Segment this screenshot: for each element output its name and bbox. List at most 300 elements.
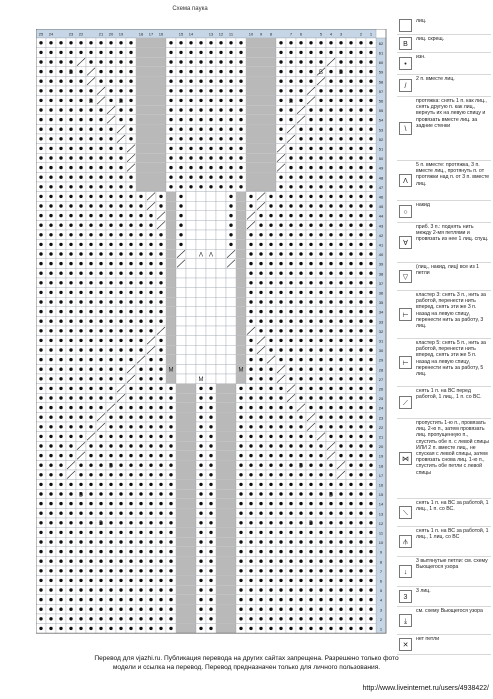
chart-cell [206, 345, 216, 355]
purl-dot [319, 339, 322, 342]
purl-dot [309, 348, 312, 351]
purl-dot [369, 627, 372, 630]
chart-cell-gray [146, 38, 156, 48]
purl-dot [289, 560, 292, 563]
purl-dot [259, 310, 262, 313]
purl-dot [139, 588, 142, 591]
purl-dot [369, 128, 372, 131]
row-number: 45 [378, 204, 384, 210]
legend-text: (лиц., накид, лиц) все из 1 петли [416, 264, 480, 277]
purl-dot [229, 41, 232, 44]
chart-cell-gray [166, 345, 176, 355]
purl-dot [119, 329, 122, 332]
purl-dot [39, 300, 42, 303]
purl-dot [79, 464, 82, 467]
chart-cell [176, 316, 186, 326]
purl-dot [319, 185, 322, 188]
purl-dot [99, 224, 102, 227]
purl-dot [279, 531, 282, 534]
legend-text: пропустить 1-ю п., провязать лиц. 2-ю п., затем провязать лиц. пропущенную п., спустить обе п. с левой спицы ИЛИ 2 п. вместе лиц., не спуская с левой спицы, затем провязать снова лиц. 1-ю п., спустить обе петли с левой спицы [416, 420, 490, 476]
chart-cell-gray [266, 134, 276, 144]
legend-item [397, 634, 491, 654]
purl-dot [89, 166, 92, 169]
purl-dot [319, 598, 322, 601]
chart-cell [186, 288, 196, 298]
chart-cell-gray [246, 134, 256, 144]
purl-dot [359, 214, 362, 217]
purl-dot [39, 156, 42, 159]
chart-cell-gray [176, 393, 186, 403]
purl-dot [59, 176, 62, 179]
purl-dot [69, 627, 72, 630]
chart-cell-gray [226, 422, 236, 432]
purl-dot [279, 118, 282, 121]
purl-dot [99, 512, 102, 515]
purl-dot [159, 387, 162, 390]
chart-cell-gray [176, 441, 186, 451]
purl-dot [239, 147, 242, 150]
purl-dot [259, 492, 262, 495]
purl-dot [39, 60, 42, 63]
legend-item [397, 290, 491, 338]
chart-cell-gray [146, 76, 156, 86]
purl-dot [319, 329, 322, 332]
purl-dot [39, 204, 42, 207]
chart-cell-gray [156, 124, 166, 134]
chart-cell-gray [216, 403, 226, 413]
purl-dot [99, 560, 102, 563]
purl-dot [249, 252, 252, 255]
purl-dot [49, 377, 52, 380]
purl-dot [139, 224, 142, 227]
chart-cell-gray [256, 76, 266, 86]
purl-dot [329, 416, 332, 419]
legend-text: лиц. скрещ. [416, 36, 445, 42]
purl-dot [149, 396, 152, 399]
purl-dot [149, 540, 152, 543]
purl-dot [329, 396, 332, 399]
purl-dot [249, 320, 252, 323]
purl-dot [179, 128, 182, 131]
purl-dot [309, 617, 312, 620]
purl-dot [219, 108, 222, 111]
purl-dot [79, 358, 82, 361]
purl-dot [279, 502, 282, 505]
purl-dot [319, 377, 322, 380]
purl-dot [69, 569, 72, 572]
chart-cell [186, 268, 196, 278]
purl-dot [369, 118, 372, 121]
purl-dot [159, 540, 162, 543]
purl-dot [349, 502, 352, 505]
purl-dot [169, 569, 172, 572]
purl-dot [349, 156, 352, 159]
purl-dot [89, 252, 92, 255]
row-number: 3 [379, 607, 383, 613]
purl-dot [169, 108, 172, 111]
purl-dot [349, 464, 352, 467]
purl-dot [309, 108, 312, 111]
purl-dot [119, 156, 122, 159]
chart-cell-gray [216, 614, 226, 624]
purl-dot [349, 368, 352, 371]
purl-dot [299, 233, 302, 236]
purl-dot [359, 387, 362, 390]
chart-cell-gray [226, 576, 236, 586]
chart-cell-gray [136, 172, 146, 182]
purl-dot [149, 454, 152, 457]
purl-dot [129, 128, 132, 131]
purl-dot [189, 41, 192, 44]
purl-dot [339, 454, 342, 457]
purl-dot [59, 272, 62, 275]
purl-dot [359, 588, 362, 591]
purl-dot [359, 195, 362, 198]
purl-dot [269, 329, 272, 332]
chart-cell-gray [186, 537, 196, 547]
purl-dot [59, 300, 62, 303]
purl-dot [309, 339, 312, 342]
purl-dot [139, 281, 142, 284]
purl-dot [339, 99, 342, 102]
purl-dot [359, 224, 362, 227]
purl-dot [249, 569, 252, 572]
purl-dot [269, 560, 272, 563]
purl-dot [49, 512, 52, 515]
purl-dot [179, 70, 182, 73]
purl-dot [69, 233, 72, 236]
chart-cell-gray [266, 153, 276, 163]
column-number: 9 [259, 31, 263, 37]
purl-dot [269, 204, 272, 207]
purl-dot [269, 473, 272, 476]
purl-dot [229, 128, 232, 131]
purl-dot [349, 377, 352, 380]
purl-dot [79, 368, 82, 371]
purl-dot [289, 272, 292, 275]
purl-dot [189, 80, 192, 83]
purl-dot [129, 60, 132, 63]
purl-dot [149, 483, 152, 486]
purl-dot [59, 406, 62, 409]
purl-dot [319, 569, 322, 572]
purl-dot [259, 291, 262, 294]
purl-dot [359, 502, 362, 505]
purl-dot [219, 89, 222, 92]
purl-dot [219, 118, 222, 121]
purl-dot [79, 156, 82, 159]
purl-dot [339, 444, 342, 447]
purl-dot [209, 502, 212, 505]
purl-dot [299, 195, 302, 198]
purl-dot [99, 540, 102, 543]
purl-dot [99, 339, 102, 342]
purl-dot [329, 51, 332, 54]
purl-dot [299, 99, 302, 102]
purl-dot [109, 320, 112, 323]
purl-dot [349, 396, 352, 399]
chart-cell [196, 220, 206, 230]
purl-dot [319, 512, 322, 515]
row-number: 35 [378, 300, 384, 306]
purl-dot [279, 416, 282, 419]
purl-dot [369, 492, 372, 495]
purl-dot [349, 291, 352, 294]
row-number: 31 [378, 338, 384, 344]
purl-dot [109, 358, 112, 361]
chart-cell-gray [176, 595, 186, 605]
purl-dot [329, 166, 332, 169]
chart-cell-gray [226, 384, 236, 394]
purl-dot [279, 108, 282, 111]
purl-dot [99, 185, 102, 188]
row-number: 48 [378, 175, 384, 181]
row-number: 28 [378, 367, 384, 373]
legend-item [397, 200, 491, 222]
purl-dot [329, 512, 332, 515]
legend-text: снять 1 п. на ВС перед работой, 1 лиц., 1 п. со ВС. [416, 388, 482, 401]
purl-dot [89, 608, 92, 611]
source-url: http://www.liveinternet.ru/users/4938422/ [362, 685, 489, 692]
purl-dot [109, 588, 112, 591]
purl-dot [139, 483, 142, 486]
chart-cell-gray [256, 144, 266, 154]
purl-dot [319, 243, 322, 246]
row-number: 25 [378, 396, 384, 402]
purl-dot [319, 588, 322, 591]
chart-cell-gray [186, 384, 196, 394]
chart-cell-gray [216, 585, 226, 595]
chart-cell-gray [226, 412, 236, 422]
legend-symbol-icon: ○ [399, 205, 412, 218]
purl-dot [209, 156, 212, 159]
purl-dot [349, 320, 352, 323]
purl-dot [59, 329, 62, 332]
chart-cell-gray [216, 384, 226, 394]
purl-dot [109, 281, 112, 284]
purl-dot [279, 329, 282, 332]
purl-dot [339, 358, 342, 361]
purl-dot [69, 521, 72, 524]
purl-dot [119, 108, 122, 111]
purl-dot [349, 435, 352, 438]
purl-dot [109, 377, 112, 380]
purl-dot [309, 569, 312, 572]
purl-dot [39, 137, 42, 140]
purl-dot [289, 483, 292, 486]
purl-dot [329, 550, 332, 553]
purl-dot [329, 387, 332, 390]
row-number: 39 [378, 261, 384, 267]
purl-dot [359, 608, 362, 611]
purl-dot [329, 502, 332, 505]
purl-dot [259, 416, 262, 419]
purl-dot [169, 560, 172, 563]
row-number: 38 [378, 271, 384, 277]
chart-cell-gray [186, 595, 196, 605]
purl-dot [279, 310, 282, 313]
purl-dot [269, 224, 272, 227]
row-number: 36 [378, 290, 384, 296]
purl-dot [289, 224, 292, 227]
purl-dot [319, 233, 322, 236]
purl-dot [49, 598, 52, 601]
purl-dot [259, 483, 262, 486]
purl-dot [59, 60, 62, 63]
purl-dot [299, 147, 302, 150]
purl-dot [309, 41, 312, 44]
purl-dot [79, 147, 82, 150]
purl-dot [349, 579, 352, 582]
purl-dot [349, 166, 352, 169]
legend-text: 5 п. вместе: протяжка, 3 п. вместе лиц., протянуть п. от протяжки над п. от 3 п. вместе лиц. [416, 162, 490, 187]
chart-cell [206, 316, 216, 326]
chart-cell-gray [236, 355, 246, 365]
purl-dot [359, 262, 362, 265]
purl-dot [109, 214, 112, 217]
purl-dot [139, 550, 142, 553]
chart-cell-gray [226, 585, 236, 595]
purl-dot [329, 598, 332, 601]
row-number: 42 [378, 232, 384, 238]
purl-dot [289, 464, 292, 467]
chart-cell-gray [256, 163, 266, 173]
purl-dot [199, 80, 202, 83]
chart-cell-gray [216, 393, 226, 403]
purl-dot [189, 108, 192, 111]
purl-dot [69, 348, 72, 351]
purl-dot [69, 320, 72, 323]
purl-dot [59, 358, 62, 361]
purl-dot [49, 80, 52, 83]
purl-dot [119, 262, 122, 265]
purl-dot [119, 195, 122, 198]
purl-dot [339, 339, 342, 342]
legend-item [397, 556, 491, 586]
chart-cell [196, 268, 206, 278]
purl-dot [269, 435, 272, 438]
purl-dot [99, 233, 102, 236]
purl-dot [159, 617, 162, 620]
purl-dot [259, 540, 262, 543]
purl-dot [39, 416, 42, 419]
purl-dot [229, 176, 232, 179]
purl-dot [209, 137, 212, 140]
purl-dot [69, 531, 72, 534]
purl-dot [189, 128, 192, 131]
purl-dot [309, 396, 312, 399]
legend-panel [397, 16, 491, 649]
purl-dot [129, 108, 132, 111]
purl-dot [99, 550, 102, 553]
purl-dot [109, 416, 112, 419]
purl-dot [319, 41, 322, 44]
purl-dot [369, 540, 372, 543]
chart-cell-gray [256, 172, 266, 182]
purl-dot [139, 262, 142, 265]
purl-dot [209, 492, 212, 495]
purl-dot [269, 195, 272, 198]
row-number: 34 [378, 309, 384, 315]
purl-dot [99, 464, 102, 467]
purl-dot [139, 214, 142, 217]
purl-dot [149, 224, 152, 227]
purl-dot [139, 272, 142, 275]
chart-cell-gray [266, 67, 276, 77]
purl-dot [329, 560, 332, 563]
purl-dot [259, 377, 262, 380]
purl-dot [269, 320, 272, 323]
purl-dot [199, 41, 202, 44]
purl-dot [159, 483, 162, 486]
purl-dot [309, 377, 312, 380]
purl-dot [139, 512, 142, 515]
purl-dot [129, 540, 132, 543]
chart-cell [206, 374, 216, 384]
purl-dot [109, 531, 112, 534]
chart-cell-gray [156, 144, 166, 154]
purl-dot [359, 444, 362, 447]
chart-cell-gray [216, 432, 226, 442]
chart-cell-gray [216, 451, 226, 461]
twisted-stitch-mark: В [308, 521, 314, 528]
purl-dot [39, 540, 42, 543]
purl-dot [319, 368, 322, 371]
purl-dot [199, 617, 202, 620]
purl-dot [179, 89, 182, 92]
purl-dot [319, 137, 322, 140]
purl-dot [69, 416, 72, 419]
purl-dot [329, 176, 332, 179]
column-number: 7 [289, 31, 293, 37]
purl-dot [179, 137, 182, 140]
purl-dot [119, 627, 122, 630]
chart-cell-gray [136, 134, 146, 144]
purl-dot [89, 262, 92, 265]
purl-dot [209, 108, 212, 111]
purl-dot [49, 224, 52, 227]
purl-dot [139, 339, 142, 342]
purl-dot [129, 579, 132, 582]
purl-dot [149, 416, 152, 419]
purl-dot [119, 464, 122, 467]
purl-dot [349, 176, 352, 179]
purl-dot [69, 300, 72, 303]
purl-dot [299, 444, 302, 447]
purl-dot [289, 185, 292, 188]
cluster-mark: М [168, 367, 174, 374]
purl-dot [349, 512, 352, 515]
chart-cell-gray [166, 220, 176, 230]
legend-text: кластер 3: снять 3 п., нить за работой, перенести нить вперед, снять эти же 3 п. назад на левую спицу, перенести нить за работу, 3 лиц. [416, 292, 486, 330]
purl-dot [239, 137, 242, 140]
chart-cell-gray [156, 172, 166, 182]
purl-dot [79, 310, 82, 313]
purl-dot [359, 579, 362, 582]
purl-dot [49, 396, 52, 399]
purl-dot [279, 99, 282, 102]
purl-dot [239, 560, 242, 563]
purl-dot [169, 444, 172, 447]
chart-cell-gray [156, 76, 166, 86]
purl-dot [199, 492, 202, 495]
purl-dot [149, 512, 152, 515]
purl-dot [359, 147, 362, 150]
purl-dot [119, 598, 122, 601]
purl-dot [59, 89, 62, 92]
purl-dot [329, 70, 332, 73]
purl-dot [289, 608, 292, 611]
